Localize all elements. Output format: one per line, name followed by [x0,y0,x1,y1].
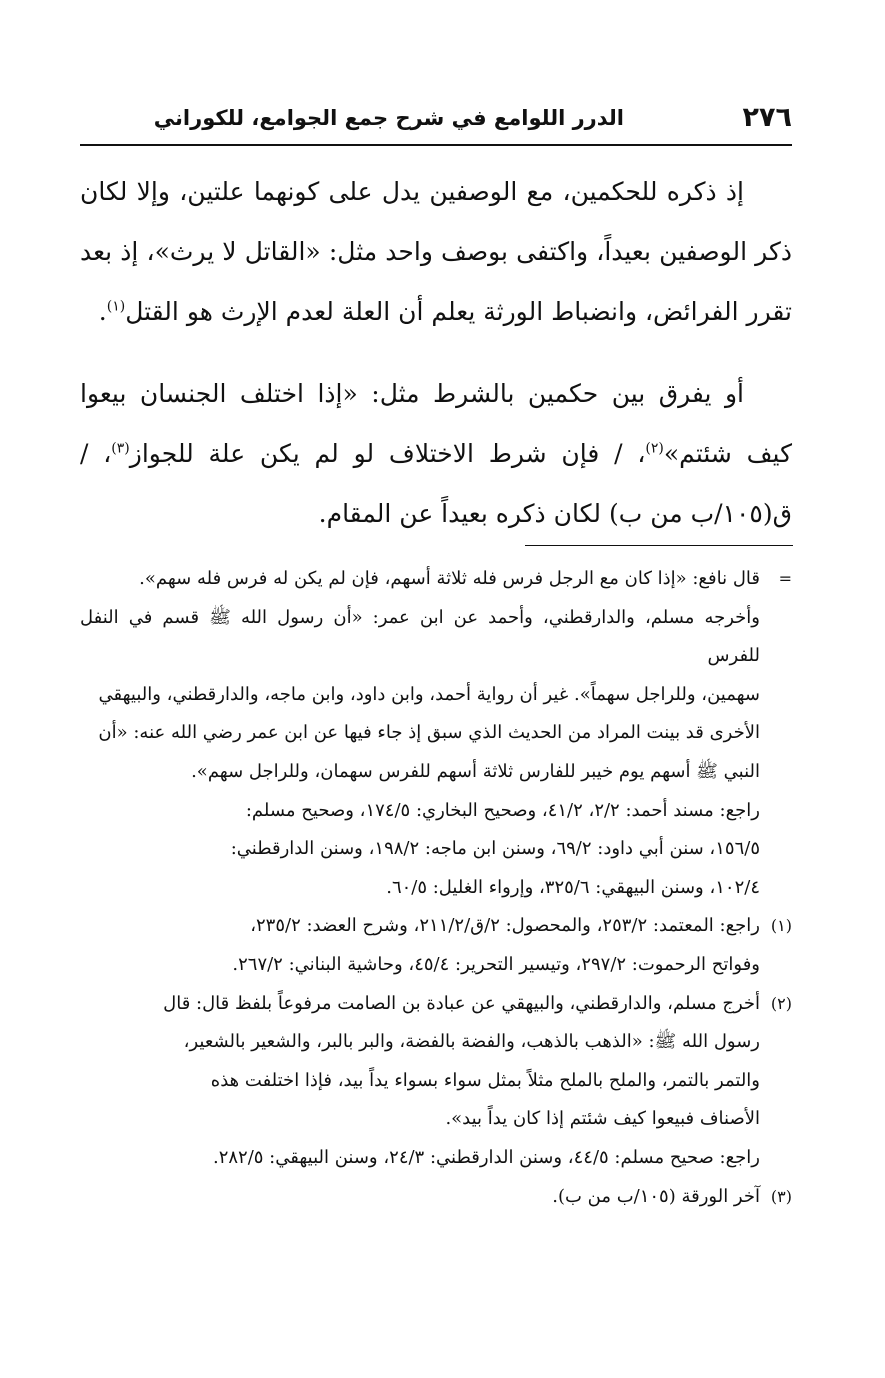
footnote-continued [80,560,792,907]
paragraph-2-text-a: أو يفرق بين حكمين بالشرط مثل: «إذا اختلف الجنسان بيعوا كيف شئتم» [80,379,792,468]
footnote-ref-1: (١) [106,298,126,315]
running-title: الدرر اللوامع في شرح جمع الجوامع، للكوراني [153,106,624,130]
footnote-line: والتمر بالتمر، والملح بالملح مثلاً بمثل سواء بسواء يداً بيد، فإذا اختلفت هذه [210,1069,760,1091]
footnote-line: راجع: المعتمد: ٢٥٣/٢، والمحصول: ٢/ق/٢١١/٢، وشرح العضد: ٢٣٥/٢، [250,915,760,937]
footnote-line: النبي ﷺ أسهم يوم خيبر للفارس ثلاثة أسهم للفرس سهمان، وللراجل سهم». [191,760,760,782]
footnote-continued-marker: = [778,569,792,588]
footnote-line: سهمين، وللراجل سهماً». غير أن رواية أحمد، وابن داود، وابن ماجه، والدارقطني، والبيهقي [98,683,760,705]
footnote-2-marker: (٢) [770,993,792,1013]
page-header [80,100,792,146]
footnote-line: ١٠٢/٤، وسنن البيهقي: ٣٢٥/٦، وإرواء الغليل: ٦٠/٥. [386,876,760,898]
footnote-line: أخرج مسلم، والدارقطني، والبيهقي عن عبادة بن الصامت مرفوعاً بلفظ قال: قال [163,992,760,1014]
paragraph-1-text: إذ ذكره للحكمين، مع الوصفين يدل على كونهما علتين، وإلا لكان ذكر الوصفين بعيداً، واكتفى بوصف واحد مثل: «القاتل لا يرث»، إذ بعد تقرر الفرائض، وانضباط الورثة يعلم أن العلة لعدم الإرث هو القتل [80,177,792,326]
footnote-line: قال نافع: «إذا كان مع الرجل فرس فله ثلاثة أسهم، فإن لم يكن له فرس فله سهم». [139,568,760,589]
footnote-ref-2: (٢) [645,440,664,457]
footnote-line: راجع: مسند أحمد: ٢/٢، ٤١/٢، وصحيح البخاري: ١٧٤/٥، وصحيح مسلم: [245,799,760,821]
footnote-3-marker: (٣) [770,1186,792,1206]
footnote-line: الأخرى قد بينت المراد من الحديث الذي سبق إذ جاء فيها عن ابن عمر رضي الله عنه: «أن [98,722,760,744]
footnote-separator [525,545,793,546]
paragraph-1 [80,162,792,342]
footnote-1 [80,907,792,984]
page-number: ٢٧٦ [742,102,792,133]
footnote-ref-3: (٣) [111,440,130,457]
main-body [80,162,792,544]
footnote-line: وأخرجه مسلم، والدارقطني، وأحمد عن ابن عمر: «أن رسول الله ﷺ قسم في النفل للفرس [80,606,760,667]
footnote-2 [80,985,792,1178]
footnote-1-marker: (١) [770,916,792,936]
paragraph-2-text-c: ، / ق(١٠٥/ب من ب) لكان ذكره بعيداً عن المقام. [80,439,792,528]
paragraph-2-text-b: ، / فإن شرط الاختلاف لو لم يكن علة للجواز [129,439,646,468]
paragraph-1-end: . [98,297,107,326]
footnote-3 [80,1178,792,1217]
footnote-line: راجع: صحيح مسلم: ٤٤/٥، وسنن الدارقطني: ٢٤/٣، وسنن البيهقي: ٢٨٢/٥. [212,1146,760,1168]
footnote-line: رسول الله ﷺ: «الذهب بالذهب، والفضة بالفضة، والبر بالبر، والشعير بالشعير، [183,1031,760,1053]
footnote-line: ١٥٦/٥، سنن أبي داود: ٦٩/٢، وسنن ابن ماجه: ١٩٨/٢، وسنن الدارقطني: [230,838,760,860]
paragraph-2 [80,364,792,544]
footnotes [80,560,792,1216]
footnote-line: الأصناف فبيعوا كيف شئتم إذا كان يداً بيد». [445,1108,760,1130]
footnote-line: آخر الورقة (١٠٥/ب من ب). [552,1185,760,1207]
footnote-line: وفواتح الرحموت: ٢٩٧/٢، وتيسير التحرير: ٤٥/٤، وحاشية البناني: ٢٦٧/٢. [232,953,760,975]
